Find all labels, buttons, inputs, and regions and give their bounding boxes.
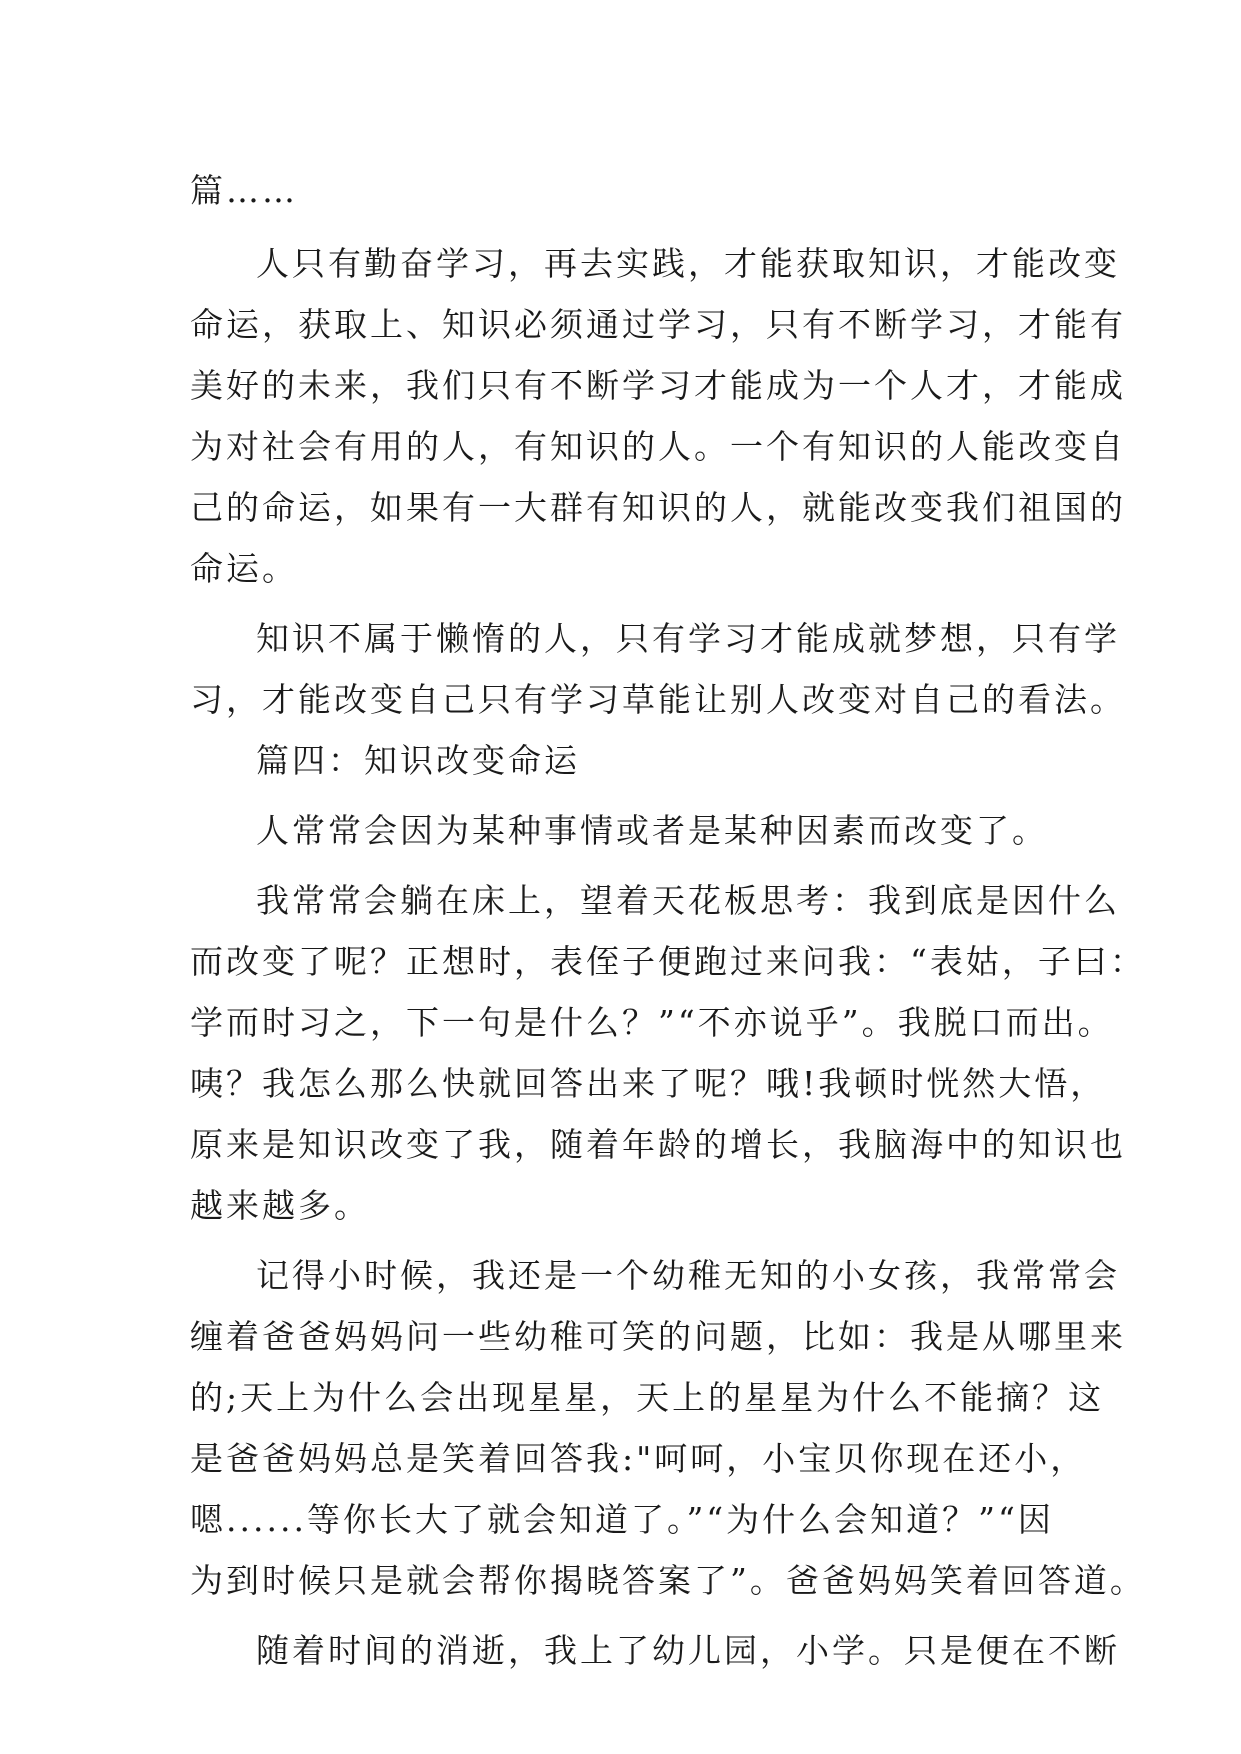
text-line: 是爸爸妈妈总是笑着回答我:"呵呵，小宝贝你现在还小， <box>190 1439 1087 1478</box>
text-line: 命运，获取上、知识必须通过学习，只有不断学习，才能有 <box>190 305 1126 344</box>
text-line: 的;天上为什么会出现星星，天上的星星为什么不能摘？这 <box>190 1378 1105 1417</box>
text-line: 缠着爸爸妈妈问一些幼稚可笑的问题，比如：我是从哪里来 <box>190 1317 1126 1356</box>
paragraph-start: 知识不属于懒惰的人，只有学习才能成就梦想，只有学 <box>256 619 1120 658</box>
text-line: 学而时习之，下一句是什么？”“不亦说乎”。我脱口而出。 <box>190 1003 1114 1042</box>
text-line: 而改变了呢？正想时，表侄子便跑过来问我：“表姑，子曰： <box>190 942 1146 981</box>
text-line: 篇…… <box>190 171 298 210</box>
text-line: 越来越多。 <box>190 1186 370 1225</box>
section-heading: 篇四：知识改变命运 <box>256 741 580 780</box>
text-line: 己的命运，如果有一大群有知识的人，就能改变我们祖国的 <box>190 488 1126 527</box>
text-line: 命运。 <box>190 549 298 588</box>
paragraph-start: 记得小时候，我还是一个幼稚无知的小女孩，我常常会 <box>256 1256 1120 1295</box>
paragraph-start: 随着时间的消逝，我上了幼儿园，小学。只是便在不断 <box>256 1631 1120 1670</box>
text-line: 美好的未来，我们只有不断学习才能成为一个人才，才能成 <box>190 366 1126 405</box>
paragraph-start: 人只有勤奋学习，再去实践，才能获取知识，才能改变 <box>256 244 1120 283</box>
paragraph-start: 人常常会因为某种事情或者是某种因素而改变了。 <box>256 811 1048 850</box>
body-text <box>190 160 1146 1681</box>
paragraph-start: 我常常会躺在床上，望着天花板思考：我到底是因什么 <box>256 881 1120 920</box>
text-line: 原来是知识改变了我，随着年龄的增长，我脑海中的知识也 <box>190 1125 1126 1164</box>
text-line: 咦？我怎么那么快就回答出来了呢？哦!我顿时恍然大悟， <box>190 1064 1107 1103</box>
text-line: 习，才能改变自己只有学习草能让别人改变对自己的看法。 <box>190 680 1126 719</box>
text-line: 嗯......等你长大了就会知道了。”“为什么会知道？”“因 <box>190 1500 1054 1539</box>
text-line: 为到时候只是就会帮你揭晓答案了”。爸爸妈妈笑着回答道。 <box>190 1561 1146 1600</box>
text-line: 为对社会有用的人，有知识的人。一个有知识的人能改变自 <box>190 427 1126 466</box>
